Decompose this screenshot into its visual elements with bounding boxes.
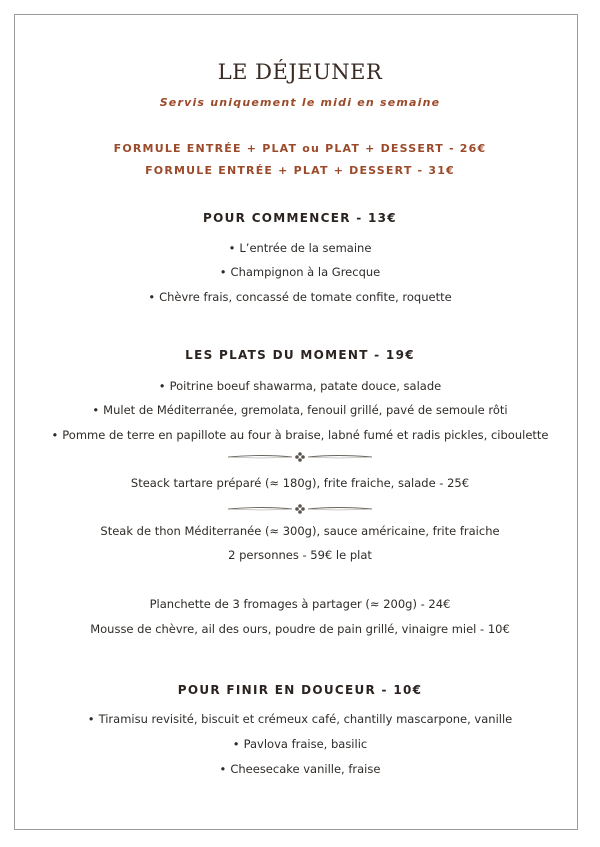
menu-item xyxy=(0,290,600,304)
menu-item xyxy=(0,737,600,751)
menu-item xyxy=(0,428,600,442)
section-heading-desserts: POUR FINIR EN DOUCEUR - 10€ xyxy=(177,683,423,697)
menu-item-label: Chèvre frais, concassé de tomate confite, roquette xyxy=(159,290,452,304)
menu-subtitle: Servis uniquement le midi en semaine xyxy=(159,96,441,109)
bullet-icon: • xyxy=(228,241,236,255)
menu-special: Steack tartare préparé (≈ 180g), frite fraiche, salade - 25€ xyxy=(130,476,470,490)
formula-line: FORMULE ENTRÉE + PLAT + DESSERT - 31€ xyxy=(145,164,455,177)
menu-item-label: Champignon à la Grecque xyxy=(230,265,381,279)
menu-border xyxy=(14,14,578,830)
menu-item xyxy=(0,762,600,776)
menu-item-label: Mulet de Méditerranée, gremolata, fenouil grillé, pavé de semoule rôti xyxy=(103,403,508,417)
menu-cheese: Planchette de 3 fromages à partager (≈ 200g) - 24€ xyxy=(149,597,451,611)
bullet-icon: • xyxy=(232,737,240,751)
bullet-icon: • xyxy=(219,265,227,279)
bullet-icon: • xyxy=(158,379,166,393)
bullet-icon: • xyxy=(92,403,100,417)
bullet-icon: • xyxy=(219,762,227,776)
menu-item-label: Cheesecake vanille, fraise xyxy=(230,762,381,776)
menu-item xyxy=(0,712,600,726)
section-heading-starters: POUR COMMENCER - 13€ xyxy=(203,211,397,225)
bullet-icon: • xyxy=(148,290,156,304)
menu-item-label: L’entrée de la semaine xyxy=(239,241,372,255)
menu-item xyxy=(0,403,600,417)
bullet-icon: • xyxy=(87,712,95,726)
menu-cheese-detail: Mousse de chèvre, ail des ours, poudre de pain grillé, vinaigre miel - 10€ xyxy=(90,622,510,636)
menu-item xyxy=(0,241,600,255)
ornament-divider xyxy=(226,503,374,515)
bullet-icon: • xyxy=(51,428,59,442)
menu-item-label: Tiramisu revisité, biscuit et crémeux café, chantilly mascarpone, vanille xyxy=(98,712,513,726)
menu-item-label: Pavlova fraise, basilic xyxy=(243,737,368,751)
menu-item-label: Poitrine boeuf shawarma, patate douce, salade xyxy=(169,379,442,393)
menu-item xyxy=(0,265,600,279)
menu-special-detail: 2 personnes - 59€ le plat xyxy=(228,548,372,562)
menu-special: Steak de thon Méditerranée (≈ 300g), sauce américaine, frite fraiche xyxy=(100,524,500,538)
section-heading-mains: LES PLATS DU MOMENT - 19€ xyxy=(185,348,415,362)
ornament-divider xyxy=(226,451,374,463)
formula-line: FORMULE ENTRÉE + PLAT ou PLAT + DESSERT - 26€ xyxy=(113,142,487,155)
menu-item-label: Pomme de terre en papillote au four à braise, labné fumé et radis pickles, ciboulette xyxy=(62,428,549,442)
menu-item xyxy=(0,379,600,393)
menu-title: LE DÉJEUNER xyxy=(217,60,383,84)
